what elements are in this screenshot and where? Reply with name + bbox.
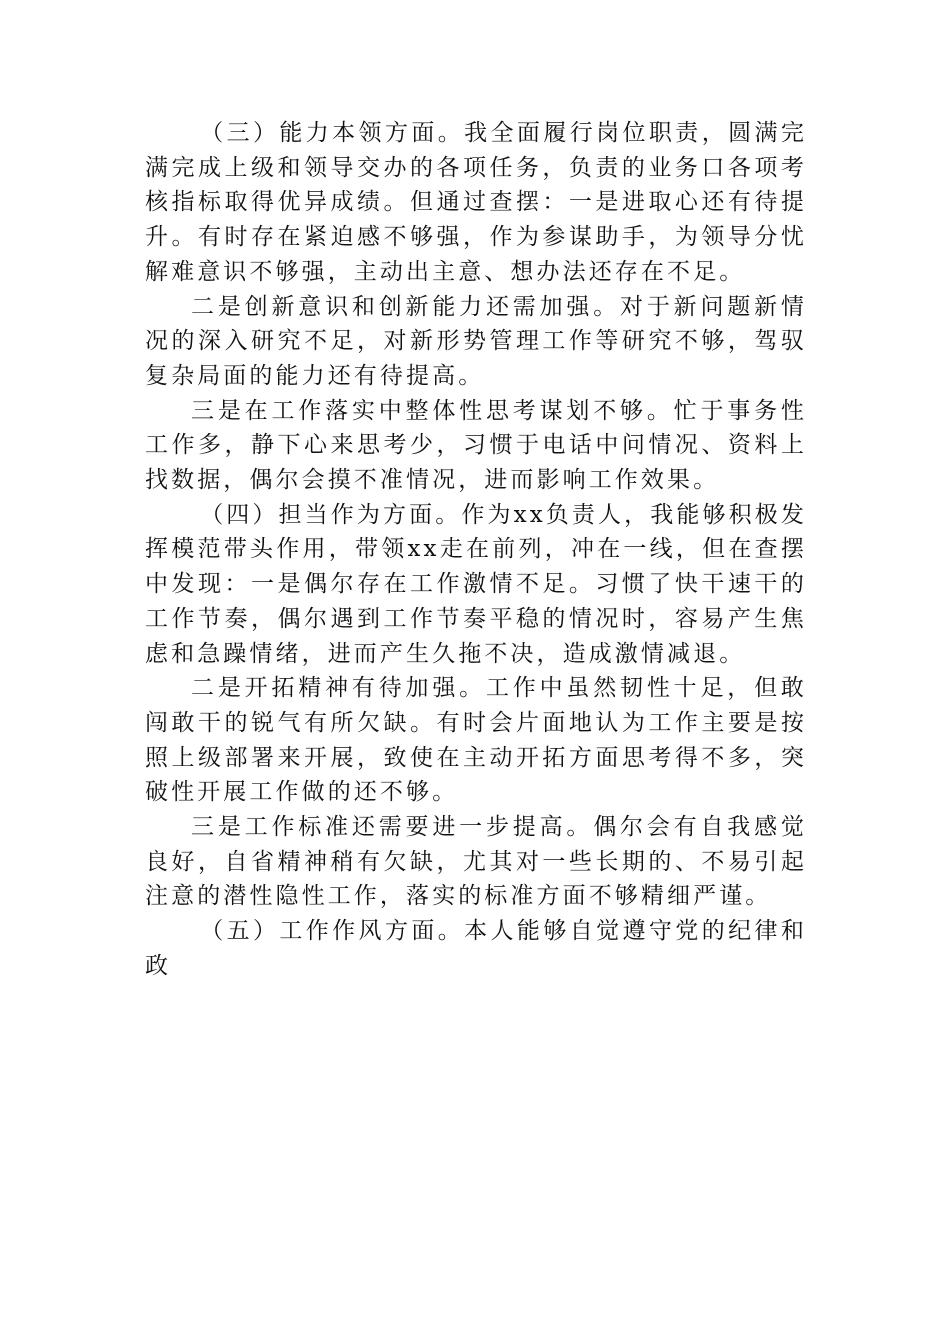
paragraph-standards: 三是工作标准还需要进一步提高。偶尔会有自我感觉良好，自省精神稍有欠缺，尤其对一些长期的、不易引起注意的潜性隐性工作，落实的标准方面不够精细严谨。 [145,814,807,910]
paragraph-planning: 三是在工作落实中整体性思考谋划不够。忙于事务性工作多，静下心来思考少，习惯于电话中问情况、资料上找数据，偶尔会摸不准情况，进而影响工作效果。 [145,397,807,494]
paragraph-responsibility: （四）担当作为方面。作为xx负责人，我能够积极发挥模范带头作用，带领xx走在前列，冲在一线，但在查摆中发现：一是偶尔存在工作激情不足。习惯了快干速干的工作节奏，偶尔遇到工作节奏平稳的情况时，容易产生焦虑和急躁情绪，进而产生久拖不决，造成激情减退。 [145,501,807,667]
paragraph-innovation: 二是创新意识和创新能力还需加强。对于新问题新情况的深入研究不足，对新形势管理工作等研究不够，驾驭复杂局面的能力还有待提高。 [145,293,807,389]
document-body [145,116,807,984]
paragraph-pioneering: 二是开拓精神有待加强。工作中虽然韧性十足，但敢闯敢干的锐气有所欠缺。有时会片面地认为工作主要是按照上级部署来开展，致使在主动开拓方面思考得不多，突破性开展工作做的还不够。 [145,675,807,806]
paragraph-work-style: （五）工作作风方面。本人能够自觉遵守党的纪律和政 [145,918,807,979]
paragraph-ability: （三）能力本领方面。我全面履行岗位职责，圆满完满完成上级和领导交办的各项任务，负责的业务口各项考核指标取得优异成绩。但通过查摆：一是进取心还有待提升。有时存在紧迫感不够强，作为参谋助手，为领导分忧解难意识不够强，主动出主意、想办法还存在不足。 [145,120,807,285]
